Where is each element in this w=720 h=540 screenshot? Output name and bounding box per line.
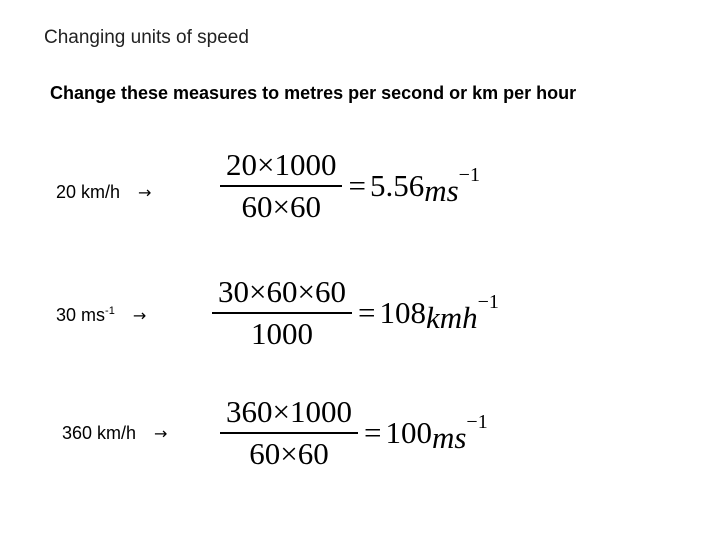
row-3-equation bbox=[220, 394, 488, 472]
row-2-result-value: 108 bbox=[379, 295, 426, 330]
row-1-denominator: 60×60 bbox=[241, 189, 321, 224]
row-3-equals-sign: = bbox=[363, 415, 382, 450]
row-2-unit-exponent: −1 bbox=[477, 290, 499, 313]
row-1-equals-sign: = bbox=[348, 168, 366, 203]
row-2-quantity: 30 ms bbox=[56, 305, 106, 325]
row-1-unit-exponent: −1 bbox=[458, 163, 480, 186]
slide-title: Changing units of speed bbox=[44, 27, 249, 48]
row-2-result-unit bbox=[426, 291, 499, 336]
row-2-equation bbox=[212, 274, 499, 352]
row-1-result-value: 5.56 bbox=[369, 168, 425, 203]
row-1-result-unit bbox=[424, 164, 480, 209]
row-2-result bbox=[358, 291, 499, 336]
row-2-equals-sign: = bbox=[357, 295, 376, 330]
row-3-fraction-bar bbox=[220, 432, 358, 434]
row-2-fraction bbox=[212, 274, 352, 352]
row-2-fraction-bar bbox=[212, 312, 352, 314]
row-3-numerator: 360×1000 bbox=[226, 394, 352, 429]
row-1-unit-text: ms bbox=[424, 172, 459, 208]
row-3-fraction bbox=[220, 394, 358, 472]
row-3-result-value: 100 bbox=[385, 415, 432, 450]
instruction-text: Change these measures to metres per second or km per hour bbox=[50, 83, 577, 103]
row-3-unit-exponent: −1 bbox=[466, 410, 488, 433]
arrow-right-icon: → bbox=[138, 183, 152, 202]
arrow-right-icon: → bbox=[154, 424, 168, 443]
row-1-label bbox=[56, 182, 151, 203]
row-3-unit-text: ms bbox=[431, 419, 467, 455]
row-3-result bbox=[364, 411, 488, 456]
row-3-denominator: 60×60 bbox=[249, 436, 329, 471]
row-1-fraction-bar bbox=[220, 185, 342, 187]
row-3-quantity: 360 km/h bbox=[62, 423, 137, 443]
row-2-unit-text: kmh bbox=[425, 299, 478, 335]
row-2-quantity-exponent: -1 bbox=[105, 305, 115, 317]
row-2-numerator: 30×60×60 bbox=[218, 274, 346, 309]
arrow-right-icon: → bbox=[132, 306, 147, 325]
row-1-equation bbox=[220, 147, 480, 225]
row-3-result-unit bbox=[432, 411, 488, 456]
row-1-quantity: 20 km/h bbox=[56, 182, 121, 202]
row-1-result bbox=[348, 164, 479, 209]
row-1-fraction bbox=[220, 147, 342, 225]
row-2-denominator: 1000 bbox=[250, 316, 313, 351]
row-1-numerator: 20×1000 bbox=[226, 147, 337, 182]
row-2-label bbox=[56, 305, 146, 326]
row-3-label bbox=[62, 423, 167, 444]
